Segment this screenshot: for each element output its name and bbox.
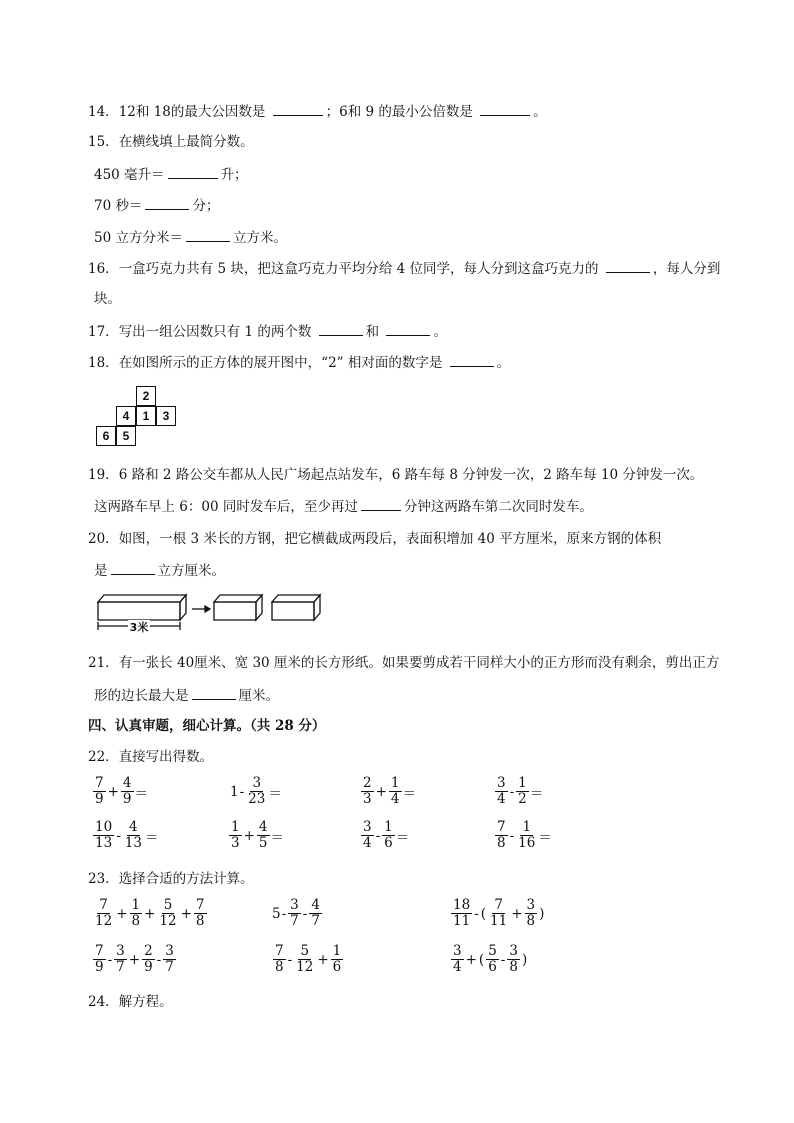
calc-expression: $\frac{18}{11}$ - ( $\frac{7}{11}$ + $\frac{3}{8}$ ) — [453, 897, 545, 929]
calc-item: $\frac{10}{13}$ - $\frac{4}{13}$ ＝ — [95, 819, 159, 851]
piece-1-front — [214, 602, 256, 620]
length-label: 3米 — [129, 621, 149, 634]
calc-item: $\frac{1}{3}$ + $\frac{4}{5}$ ＝ — [231, 819, 284, 851]
long-bar-top — [98, 595, 186, 602]
answer-blank[interactable] — [111, 561, 155, 575]
question-16-line-2: 块。 — [94, 291, 121, 307]
question-20-line-2: 是 立方厘米。 — [94, 563, 225, 579]
answer-blank[interactable] — [273, 102, 323, 116]
calc-item: $\frac{3}{4}$ - $\frac{1}{6}$ ＝ — [363, 819, 410, 851]
question-20: 20．如图，一根 3 米长的方钢，把它横截成两段后，表面积增加 40 平方厘米，原来方钢的体积 — [88, 531, 662, 547]
calc-expression: $\frac{3}{4}$ + ( $\frac{5}{6}$ - $\frac{3}{8}$ ) — [453, 943, 528, 975]
calc-item: $\frac{7}{8}$ - $\frac{1}{16}$ ＝ — [497, 819, 552, 851]
calc-item: 1 - $\frac{3}{23}$ ＝ — [230, 775, 282, 807]
answer-blank[interactable] — [606, 259, 650, 273]
answer-blank[interactable] — [168, 165, 218, 179]
question-16: 16．一盒巧克力共有 5 块，把这盒巧克力平均分给 4 位同学，每人分到这盒巧克力的 ，每人分到 — [88, 261, 721, 277]
net-cell: 6 — [96, 426, 116, 446]
answer-blank[interactable] — [186, 228, 230, 242]
question-21: 21．有一张长 40厘米、宽 30 厘米的长方形纸。如果要剪成若干同样大小的正方形而没有剩余，剪出正方 — [88, 655, 720, 671]
steel-bar-figure — [92, 590, 332, 636]
question-24: 24．解方程。 — [88, 994, 173, 1010]
answer-blank[interactable] — [145, 196, 189, 210]
question-21-line-2: 形的边长最大是 厘米。 — [94, 688, 279, 704]
answer-blank[interactable] — [480, 102, 530, 116]
calc-item: $\frac{7}{9}$ + $\frac{4}{9}$ ＝ — [95, 775, 148, 807]
cube-net-figure — [96, 386, 186, 448]
question-18: 18．在如图所示的正方体的展开图中，“2” 相对面的数字是 。 — [88, 355, 511, 371]
question-22: 22．直接写出得数。 — [88, 749, 214, 765]
piece-2-front — [272, 602, 314, 620]
question-19: 19．6 路和 2 路公交车都从人民广场起点站发车，6 路车每 8 分钟发一次，2 路车每 10 分钟发一次。 — [88, 467, 704, 483]
calc-expression: $\frac{7}{8}$ - $\frac{5}{12}$ + $\frac{1}{6}$ — [275, 943, 342, 975]
question-17: 17．写出一组公因数只有 1 的两个数 和 。 — [88, 324, 447, 340]
long-bar-side — [180, 595, 186, 620]
question-15-item-2: 70 秒＝ 分； — [94, 198, 220, 214]
calc-item: $\frac{3}{4}$ - $\frac{1}{2}$ ＝ — [497, 775, 544, 807]
question-23: 23．选择合适的方法计算。 — [88, 871, 254, 887]
calc-item: $\frac{2}{3}$ + $\frac{1}{4}$ ＝ — [363, 775, 416, 807]
calc-expression: $\frac{7}{12}$ + $\frac{1}{8}$ + $\frac{5}{12}$ + $\frac{7}{8}$ — [95, 897, 205, 929]
net-cell: 2 — [136, 386, 156, 406]
question-15-item-1: 450 毫升＝ 升； — [94, 167, 248, 183]
answer-blank[interactable] — [450, 353, 494, 367]
net-cell: 3 — [156, 406, 176, 426]
calc-expression: $\frac{7}{9}$ - $\frac{3}{7}$ + $\frac{2}{9}$ - $\frac{3}{7}$ — [95, 943, 174, 975]
answer-blank[interactable] — [192, 686, 236, 700]
answer-blank[interactable] — [386, 322, 430, 336]
net-cell: 5 — [116, 426, 136, 446]
question-14: 14．12和 18的最大公因数是 ；6和 9 的最小公倍数是 。 — [88, 104, 547, 120]
question-19-line-2: 这两路车早上 6：00 同时发车后，至少再过 分钟这两路车第二次同时发车。 — [94, 499, 593, 515]
section-title: 四、认真审题，细心计算。（共 28 分） — [88, 718, 326, 734]
answer-blank[interactable] — [319, 322, 363, 336]
long-bar-front — [98, 602, 180, 620]
net-cell: 1 — [136, 406, 156, 426]
question-15-item-3: 50 立方分米＝ 立方米。 — [94, 230, 287, 246]
answer-blank[interactable] — [361, 497, 401, 511]
question-15: 15．在横线填上最简分数。 — [88, 134, 254, 150]
net-cell: 4 — [116, 406, 136, 426]
calc-expression: 5 - $\frac{3}{7}$ - $\frac{4}{7}$ — [272, 897, 320, 929]
arrow-head-icon — [205, 606, 210, 612]
